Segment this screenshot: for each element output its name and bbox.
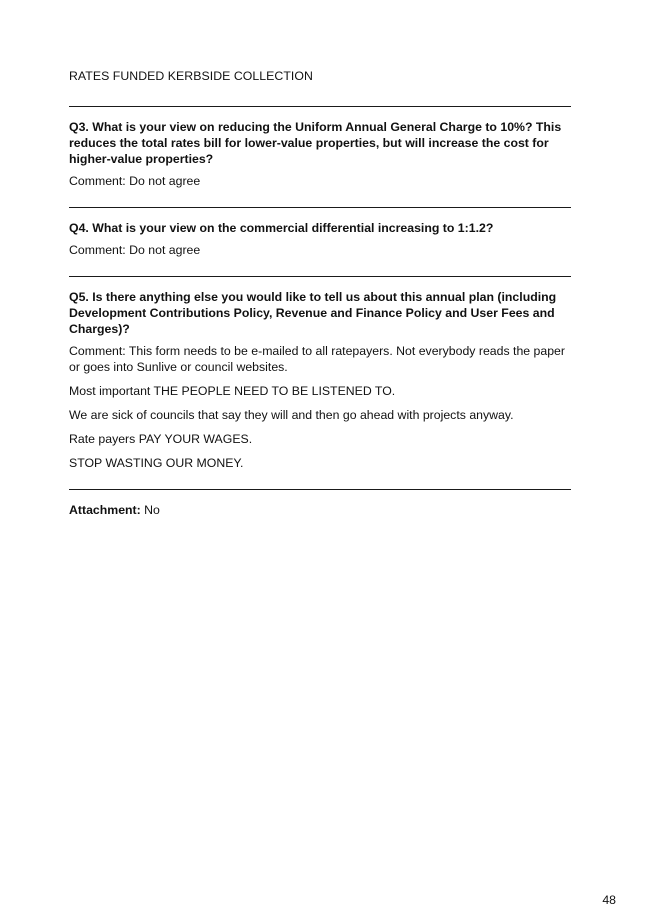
spacer: [69, 208, 571, 220]
question-q3: Q3. What is your view on reducing the Uniform Annual General Charge to 10%? This reduces the total rates bill for lower-value properties, but will increase the cost for higher-value properties?: [69, 120, 562, 166]
comment-q4: Comment: Do not agree: [69, 243, 201, 257]
spacer: [69, 258, 571, 276]
comment-q5-line-2: We are sick of councils that say they will and then go ahead with projects anyway.: [69, 408, 514, 422]
spacer: [69, 277, 571, 289]
document-content: [69, 69, 571, 518]
spacer: [69, 447, 571, 455]
spacer: [69, 423, 571, 431]
comment-q5-line-3: Rate payers PAY YOUR WAGES.: [69, 432, 253, 446]
spacer: [69, 490, 571, 502]
comment-q5-line-4: STOP WASTING OUR MONEY.: [69, 456, 244, 470]
attachment-label: Attachment:: [69, 503, 141, 517]
spacer: [69, 471, 571, 489]
attachment-value: No: [144, 503, 160, 517]
comment-q5: Comment: This form needs to be e-mailed to all ratepayers. Not everybody reads the paper or goes into Sunlive or council websites.: [69, 344, 565, 374]
page-number: 48: [602, 893, 616, 907]
comment-q3: Comment: Do not agree: [69, 174, 201, 188]
spacer: [69, 375, 571, 383]
attachment-line: [69, 502, 571, 518]
spacer: [69, 84, 571, 106]
section-title: RATES FUNDED KERBSIDE COLLECTION: [69, 69, 313, 83]
spacer: [69, 107, 571, 119]
comment-q5-line-1: Most important THE PEOPLE NEED TO BE LISTENED TO.: [69, 384, 396, 398]
question-q5: Q5. Is there anything else you would like to tell us about this annual plan (including Development Contributions Policy, Revenue and Finance Policy and User Fees and Charges)?: [69, 290, 557, 336]
spacer: [69, 399, 571, 407]
question-q4: Q4. What is your view on the commercial differential increasing to 1:1.2?: [69, 221, 494, 235]
spacer: [69, 189, 571, 207]
